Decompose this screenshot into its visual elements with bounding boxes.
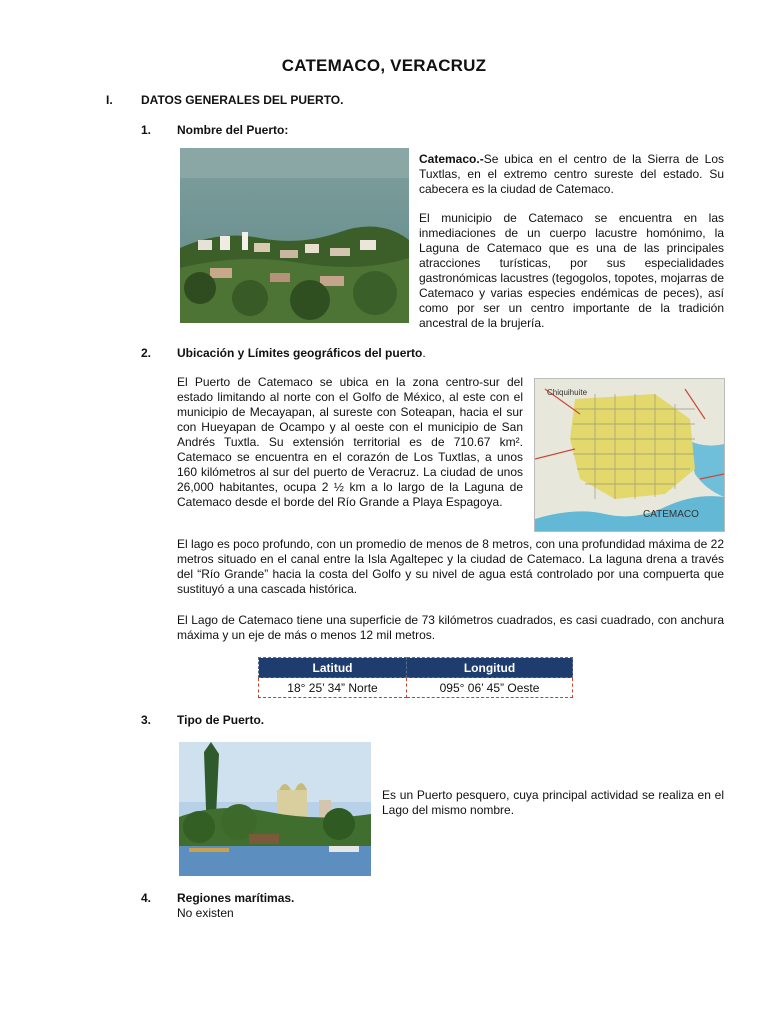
subsection-title: Nombre del Puerto: <box>177 123 289 137</box>
coordinates-table <box>258 657 573 698</box>
catemaco-map <box>534 378 725 532</box>
subsection-number: 1. <box>141 123 152 137</box>
subsection-title: Tipo de Puerto. <box>177 713 265 727</box>
table-header-latitude: Latitud <box>259 658 407 678</box>
subsection-number: 2. <box>141 346 152 360</box>
longitude-value: 095° 06’ 45” Oeste <box>407 678 573 698</box>
catemaco-town-photo <box>180 148 409 323</box>
subsection-title-line <box>177 346 426 360</box>
map-label-catemaco: CATEMACO <box>643 509 699 520</box>
page-title: CATEMACO, VERACRUZ <box>281 56 487 75</box>
subsection-number: 3. <box>141 713 152 727</box>
lake-church-photo <box>179 742 371 876</box>
sub4-text: No existen <box>177 906 234 920</box>
sub2-paragraph-3: El Lago de Catemaco tiene una superficie de 73 kilómetros cuadrados, es casi cuadrado, con anchura máxima y un eje de más o menos 12 mil metros. <box>177 613 724 642</box>
map-label-chiquihuite: Chiquihuite <box>547 388 588 397</box>
latitude-value: 18° 25’ 34” Norte <box>259 678 407 698</box>
subsection-number: 4. <box>141 891 152 905</box>
sub1-paragraph-1-text: Se ubica en el centro de la Sierra de Los Tuxtlas, en el extremo centro sureste del estado. Su cabecera es la ciudad de Catemaco. <box>419 152 724 196</box>
subsection-title-suffix: . <box>422 346 426 360</box>
section-number: I. <box>106 93 113 107</box>
sub1-paragraph-1 <box>419 152 724 197</box>
table-row <box>259 678 573 698</box>
sub1-bold-lead: Catemaco.- <box>419 152 484 166</box>
sub2-paragraph-1: El Puerto de Catemaco se ubica en la zona centro-sur del estado limitando al norte con el Golfo de México, al este con el municipio de Mecayapan, al sureste con Soteapan, hacia el sur con Hueyapan de Ocampo y al oeste con el municipio de San Andrés Tuxtla. Su extensión territorial es de 710.67 km². Catemaco se encuentra en el corazón de Los Tuxtlas, a unos 160 kilómetros al sur del puerto de Veracruz. La ciudad de unos 26,000 habitantes, ocupa 2 ½ km a lo largo de la Laguna de Catemaco desde el borde del Río Grande a Playa Espagoya. <box>177 375 523 509</box>
table-header-longitude: Longitud <box>407 658 573 678</box>
sub2-paragraph-2: El lago es poco profundo, con un promedio de menos de 8 metros, con una profundidad máxima de 22 metros situado en el canal entre la Isla Agaltepec y la ciudad de Catemaco. La laguna drena a través del “Río Grande” hacia la costa del Golfo y su nivel de agua está controlado por una compuerta que sustituyó a una cascada histórica. <box>177 537 724 596</box>
section-title: DATOS GENERALES DEL PUERTO. <box>141 93 344 107</box>
subsection-title: Ubicación y Límites geográficos del puerto <box>177 346 423 360</box>
sub1-paragraph-2: El municipio de Catemaco se encuentra en las inmediaciones de un cuerpo lacustre homónimo, la Laguna de Catemaco que es una de las principales atracciones turísticas, por sus especialidades gastronómicas lacustres (tegogolos, topotes, mojarras de Catemaco y varias especies endémicas de peces), así como por ser un centro importante de la tradición ancestral de la brujería. <box>419 211 724 330</box>
subsection-title: Regiones marítimas. <box>177 891 295 905</box>
sub3-paragraph: Es un Puerto pesquero, cuya principal actividad se realiza en el Lago del mismo nombre. <box>382 788 724 817</box>
